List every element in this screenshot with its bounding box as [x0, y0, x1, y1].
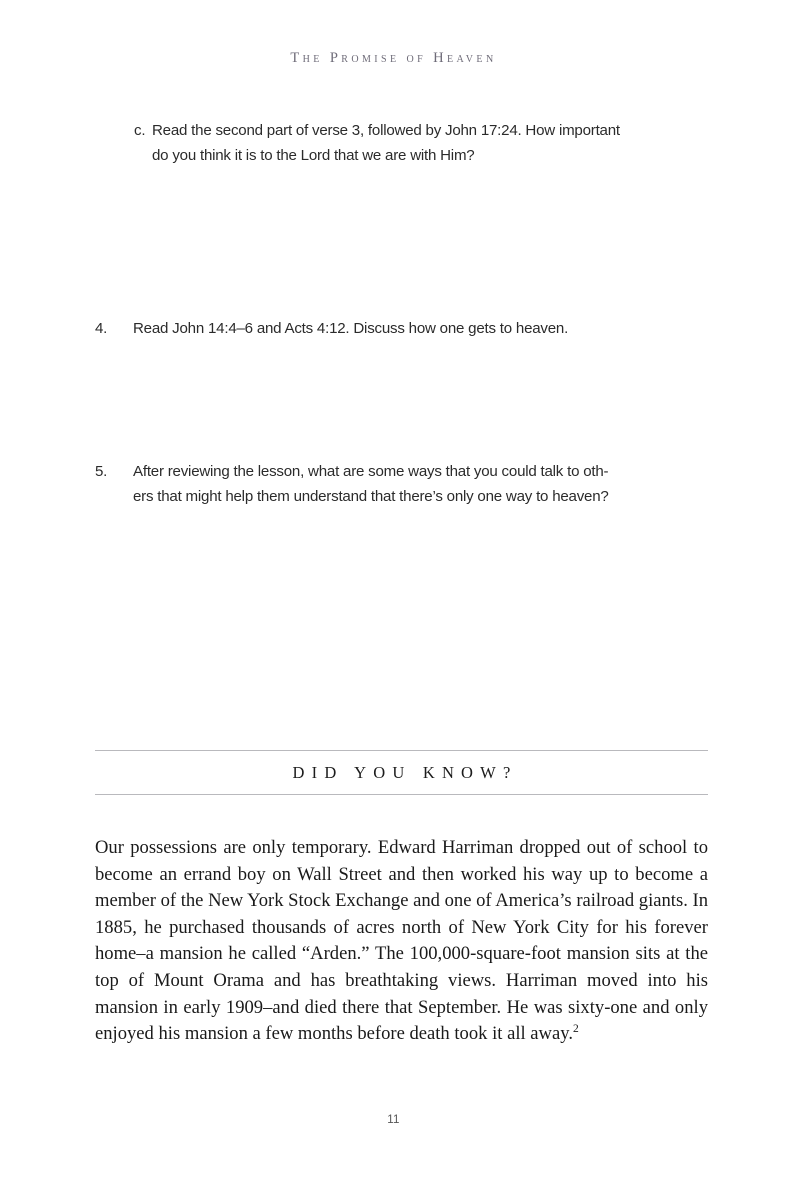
question-item-5 — [95, 459, 708, 509]
question-text — [133, 459, 708, 509]
question-item-c — [95, 118, 708, 168]
answer-space-c — [95, 168, 708, 316]
question-line: After reviewing the lesson, what are some ways that you could talk to oth- — [133, 463, 609, 480]
did-you-know-body — [95, 835, 708, 1048]
question-list — [95, 118, 708, 509]
question-line: Read John 14:4–6 and Acts 4:12. Discuss how one gets to heaven. — [133, 320, 569, 337]
question-line: Read the second part of verse 3, followed by John 17:24. How important — [152, 122, 620, 139]
question-text — [152, 118, 708, 168]
question-line: do you think it is to the Lord that we are with Him? — [152, 147, 475, 164]
question-marker: c. — [134, 122, 146, 139]
footnote-marker: 2 — [572, 1022, 579, 1035]
question-item-4 — [95, 316, 708, 341]
question-line: ers that might help them understand that there’s only one way to heaven? — [133, 488, 609, 505]
did-you-know-panel — [95, 750, 708, 795]
question-marker: 4. — [95, 320, 108, 337]
did-you-know-title: DID YOU KNOW? — [292, 763, 518, 782]
answer-space-4 — [95, 341, 708, 459]
running-head: The Promise of Heaven — [290, 50, 497, 66]
body-paragraph-text: Our possessions are only temporary. Edward Harriman dropped out of school to become an errand boy on Wall Street and then worked his way up to become a member of the New York Stock Exchange and one of America’s railroad giants. In 1885, he purchased thousands of acres north of New York City for his forever home–a mansion he called “Arden.” The 100,000-square-foot mansion sits at the top of Mount Orama and has breathtaking views. Harriman moved into his mansion in early 1909–and died there that September. He was sixty-one and only enjoyed his mansion a few months before death took it all away. — [95, 837, 708, 1045]
question-marker: 5. — [95, 463, 108, 480]
question-text — [133, 316, 708, 341]
divider-rule-bottom — [95, 794, 708, 795]
page-number: 11 — [387, 1114, 400, 1126]
